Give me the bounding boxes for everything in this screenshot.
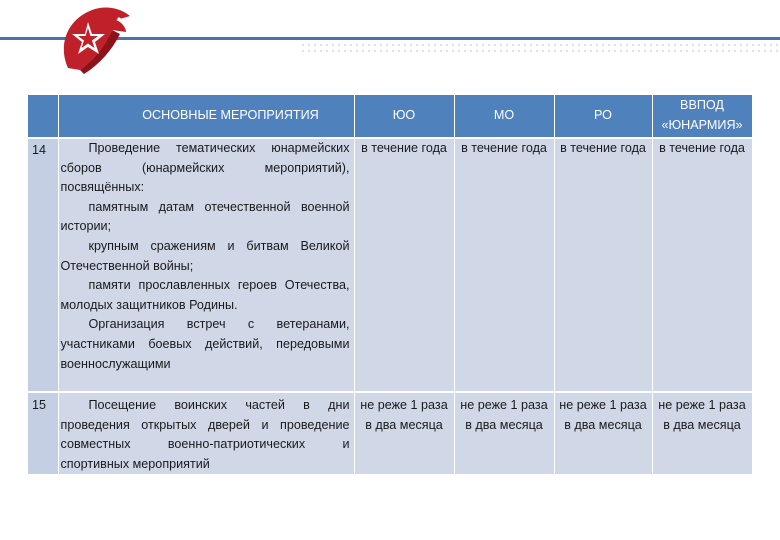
activity-line: Проведение тематических юнармейских сборов (юнармейских мероприятий), посвящённых:: [60, 141, 350, 195]
activity-line: памятным датам отечественной военной истории;: [60, 199, 350, 234]
period-ro: в течение года: [554, 138, 652, 392]
header-dot-pattern: [300, 42, 780, 56]
column-header-ro: РО: [554, 95, 652, 138]
table-row: [28, 138, 752, 392]
activity-cell: [58, 138, 354, 392]
period-vvpod: в течение года: [652, 138, 752, 392]
row-number: 15: [28, 392, 58, 475]
table-header-row: [28, 95, 752, 138]
activity-cell: Посещение воинских частей в дни проведения открытых дверей и проведение совместных военно-патриотических и спортивных мероприятий: [58, 392, 354, 475]
period-ro: не реже 1 раза в два месяца: [554, 392, 652, 475]
column-header-vvpod: ВВПОД «ЮНАРМИЯ»: [652, 95, 752, 138]
activity-line: крупным сражениям и битвам Великой Отечественной войны;: [60, 238, 350, 273]
period-mo: в течение года: [454, 138, 554, 392]
column-header-yuo: ЮО: [354, 95, 454, 138]
period-vvpod: не реже 1 раза в два месяца: [652, 392, 752, 475]
brand-name: Юнармейский-ru: [654, 12, 774, 29]
row-number: 14: [28, 138, 58, 392]
activity-line: памяти прославленных героев Отечества, молодых защитников Родины.: [60, 278, 350, 312]
events-table: [28, 95, 753, 476]
activity-line: Организация встреч с ветеранами, участниками боевых действий, передовыми военнослужащими: [60, 317, 350, 371]
yunarmiya-logo-icon: [50, 4, 132, 76]
column-header-activities: ОСНОВНЫЕ МЕРОПРИЯТИЯ: [58, 95, 354, 138]
column-header-number: [28, 95, 58, 138]
period-yuo: в течение года: [354, 138, 454, 392]
period-mo: не реже 1 раза в два месяца: [454, 392, 554, 475]
column-header-mo: МО: [454, 95, 554, 138]
period-yuo: не реже 1 раза в два месяца: [354, 392, 454, 475]
table-row: [28, 392, 752, 475]
